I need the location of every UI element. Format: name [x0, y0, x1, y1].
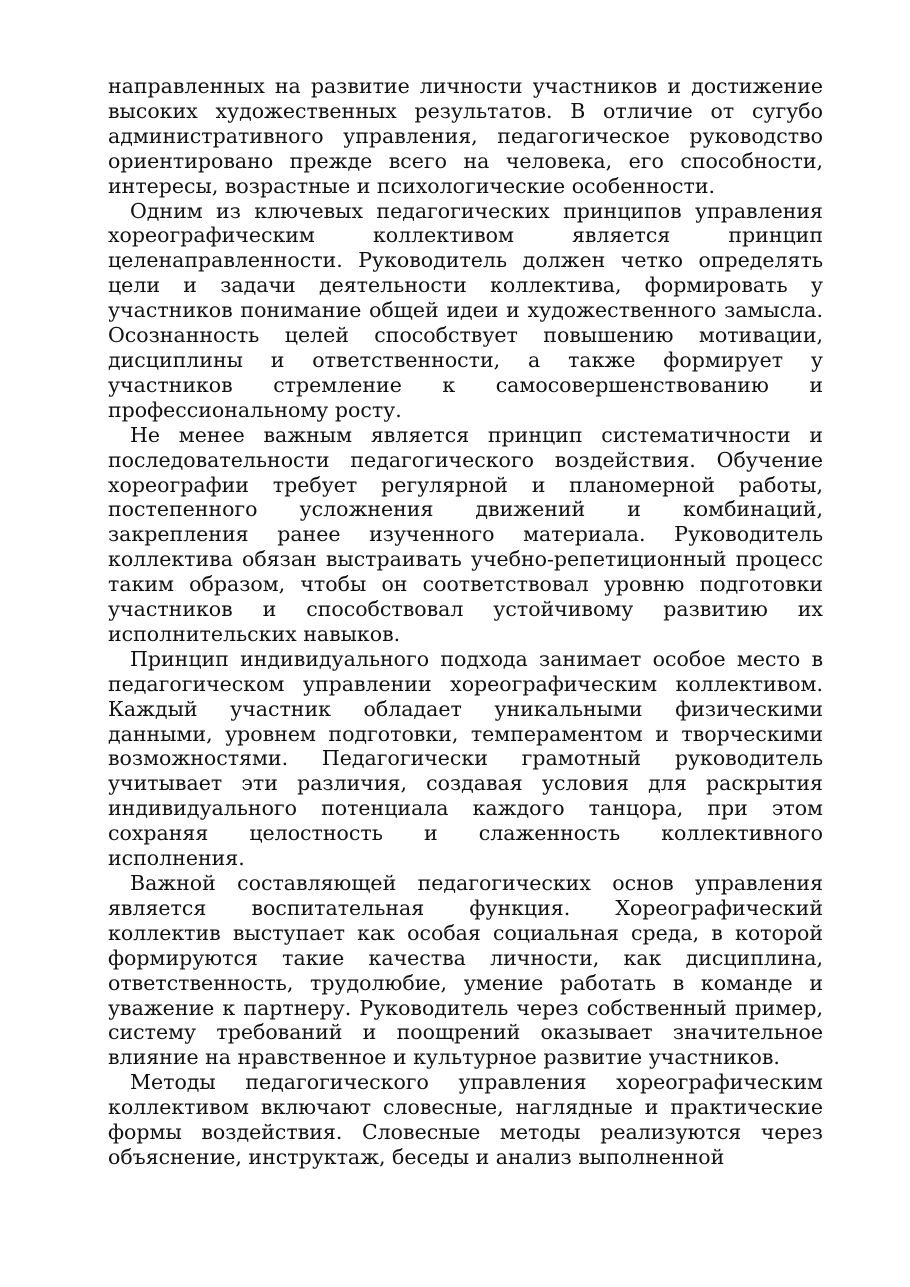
paragraph-educational-function: Важной составляющей педагогических основ управления является воспитательная функция. Хореографический коллектив выступает как особая социальная среда, в которой формируются такие качества личности, как дисциплина, ответственность, трудолюбие, умение работать в команде и уважение к партнеру. Руководитель через собственный пример, систему требований и поощрений оказывает значительное влияние на нравственное и культурное развитие участников. [108, 871, 823, 1070]
paragraph-continued: направленных на развитие личности участников и достижение высоких художественных результатов. В отличие от сугубо административного управления, педагогическое руководство ориентировано прежде всего на человека, его способности, интересы, возрастные и психологические особенности. [108, 74, 823, 198]
document-page [108, 74, 823, 1170]
paragraph-management-methods: Методы педагогического управления хореографическим коллективом включают словесные, наглядные и практические формы воздействия. Словесные методы реализуются через объяснение, инструктаж, беседы и анализ выполненной [108, 1070, 823, 1169]
paragraph-goal-principle: Одним из ключевых педагогических принципов управления хореографическим коллективом является принцип целенаправленности. Руководитель должен четко определять цели и задачи деятельности коллектива, формировать у участников понимание общей идеи и художественного замысла. Осознанность целей способствует повышению мотивации, дисциплины и ответственности, а также формирует у участников стремление к самосовершенствованию и профессиональному росту. [108, 198, 823, 422]
paragraph-systematic-principle: Не менее важным является принцип систематичности и последовательности педагогического воздействия. Обучение хореографии требует регулярной и планомерной работы, постепенного усложнения движений и комбинаций, закрепления ранее изученного материала. Руководитель коллектива обязан выстраивать учебно-репетиционный процесс таким образом, чтобы он соответствовал уровню подготовки участников и способствовал устойчивому развитию их исполнительских навыков. [108, 422, 823, 646]
paragraph-individual-approach: Принцип индивидуального подхода занимает особое место в педагогическом управлении хореографическим коллективом. Каждый участник обладает уникальными физическими данными, уровнем подготовки, темпераментом и творческими возможностями. Педагогически грамотный руководитель учитывает эти различия, создавая условия для раскрытия индивидуального потенциала каждого танцора, при этом сохраняя целостность и слаженность коллективного исполнения. [108, 646, 823, 871]
